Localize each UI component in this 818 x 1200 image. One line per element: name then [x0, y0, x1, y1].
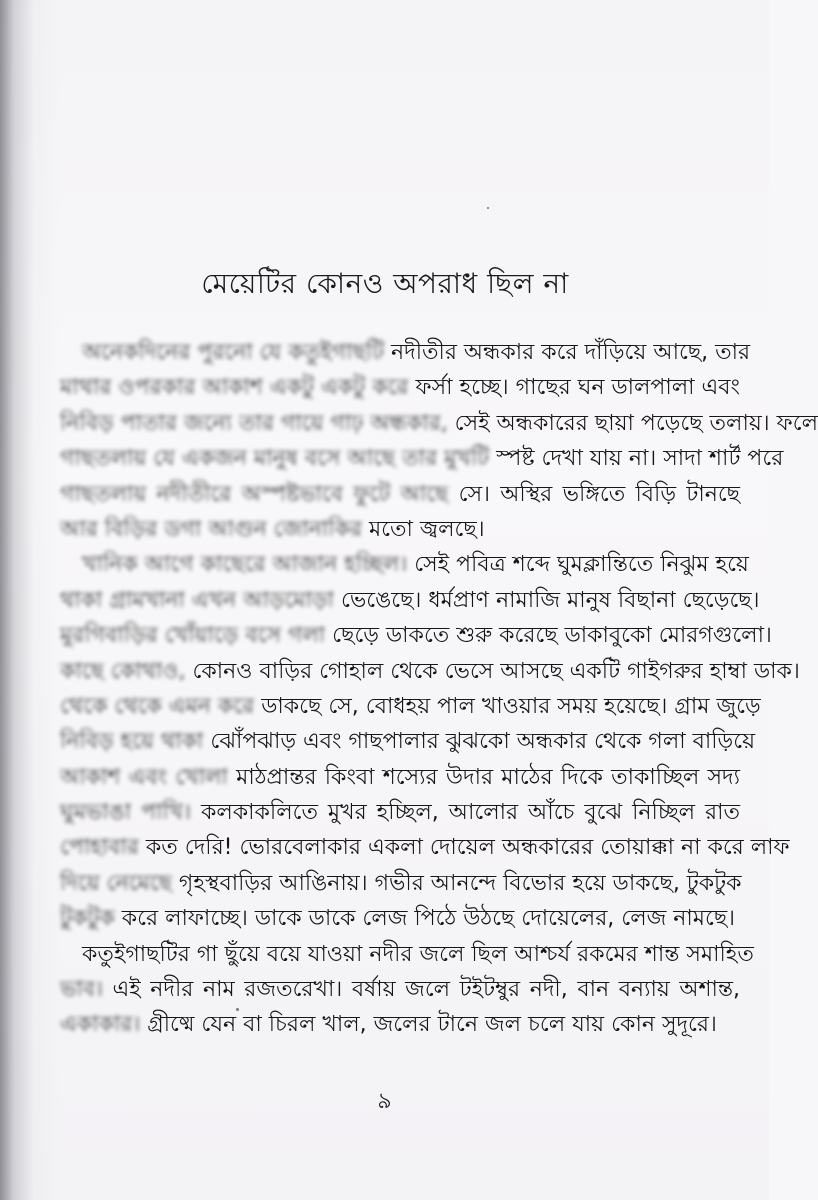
line-text: নদীতীর অন্ধকার করে দাঁড়িয়ে আছে, তার	[384, 340, 751, 365]
line-text: সে। অস্থির ভঙ্গিতে বিড়ি টানছে	[448, 481, 741, 507]
blurred-text: একাকার।	[60, 1012, 141, 1038]
line-text: ছেড়ে ডাকতে শুরু করেছে ডাকাবুকো মোরগগুলো।	[325, 623, 772, 649]
text-line	[60, 335, 751, 370]
page-number: ৯	[377, 1089, 392, 1114]
text-line	[60, 937, 754, 972]
blurred-text: নিবিড় হয়ে থাকা	[60, 729, 204, 755]
text-line	[60, 618, 772, 653]
line-text: কত দেরি! ভোরবেলাকার একলা দোয়েল অন্ধকারের তোয়াক্কা না করে লাফ	[138, 835, 790, 861]
text-line	[60, 724, 756, 759]
blurred-text: নিবিড় পাতার জন্যে তার গায়ে গাঢ় অন্ধকার,	[60, 410, 448, 436]
blurred-text: আকাশ এবং খোলা	[60, 764, 228, 790]
blurred-text: পোহাবার	[60, 835, 139, 861]
line-text: কলকাকলিতে মুখর হচ্ছিল, আলোর আঁচে বুঝে নিচ্ছিল রাত	[191, 800, 741, 826]
blurred-text: দিয়ে নেমেছে	[60, 870, 172, 896]
text-line	[60, 901, 740, 936]
paper-speck	[236, 1008, 239, 1011]
blurred-text: গাছতলায় নদীতীরে অস্পষ্টভাবে ফুটে আছে	[60, 481, 449, 507]
line-text: ফর্সা হচ্ছে। গাছের ঘন ডালপালা এবং	[408, 375, 740, 401]
text-line	[60, 1007, 740, 1042]
blurred-text: মুরগিবাড়ির খোঁয়াড়ে বসে গলা	[60, 623, 326, 649]
text-line	[60, 760, 740, 795]
body-text	[60, 335, 818, 1043]
line-text: ভেঙেছে। ধর্মপ্রাণ নামাজি মানুষ বিছানা ছেড়েছে।	[334, 587, 760, 613]
text-line	[60, 547, 749, 582]
line-text: এই নদীর নাম রজতরেখা। বর্ষায় জলে টইটম্বুর নদী, বান বন্যায় অশান্ত,	[102, 977, 740, 1003]
line-text: কোনও বাড়ির গোহাল থেকে ভেসে আসছে একটি গাইগরুর হাম্বা ডাক।	[185, 658, 800, 684]
text-line	[60, 512, 740, 547]
text-line	[60, 441, 784, 476]
blurred-text: থাকা গ্রামখানা এখন আড়মোড়া	[60, 587, 334, 613]
line-text: ঝোঁপঝাড় এবং গাছপালার ঝুঝকো অন্ধকার থেকে গলা বাড়িয়ে	[203, 729, 756, 755]
text-line	[60, 370, 740, 405]
text-line	[60, 689, 761, 724]
text-line	[60, 583, 760, 618]
text-line	[60, 477, 740, 512]
chapter-title: মেয়েটির কোনও অপরাধ ছিল না	[201, 267, 569, 300]
text-line	[60, 406, 818, 441]
blurred-text: কাছে কোথাও,	[60, 658, 186, 684]
paper-speck	[487, 207, 489, 209]
line-text: ডাকছে সে, বোধহয় পাল খাওয়ার সময় হয়েছে। গ্রাম জুড়ে	[254, 693, 761, 719]
line-text: করে লাফাচ্ছে। ডাকে ডাকে লেজ পিঠে উঠছে দোয়েলের, লেজ নামছে।	[114, 906, 736, 932]
text-line	[60, 972, 740, 1007]
line-text: সেই অন্ধকারের ছায়া পড়েছে তলায়। ফলে	[447, 410, 818, 436]
blurred-text: আর বিড়ির ডগা আগুন জোনাকির	[60, 516, 362, 542]
blurred-text: টুকটুক	[60, 906, 115, 932]
text-line	[60, 866, 740, 901]
line-text: স্পষ্ট দেখা যায় না। সাদা শার্ট পরে	[489, 446, 784, 472]
blurred-text: খানিক আগে কাছেরে আজান হচ্ছিল।	[82, 552, 408, 578]
blurred-text: ভাব।	[60, 977, 103, 1003]
blurred-text: মাথার ওপরকার আকাশ একটু একটু করে	[60, 375, 409, 401]
line-text: মাঠপ্রান্তর কিংবা শস্যের উদার মাঠের দিকে তাকাচ্ছিল সদ্য	[227, 764, 740, 790]
line-text: সেই পবিত্র শব্দে ঘুমক্লান্তিতে নিঝুম হয়ে	[407, 552, 749, 578]
text-line	[60, 830, 790, 865]
blurred-text: গাছতলায় যে একজন মানুষ বসে আছে তার মুখটি	[60, 446, 490, 472]
blurred-text: থেকে থেকে এমন করে	[60, 693, 255, 719]
line-text: মতো জ্বলছে।	[361, 516, 485, 542]
text-line	[60, 795, 740, 830]
blurred-text: ঘুমভাঙা পাখি।	[60, 800, 191, 826]
line-text: কতুইগাছটির গা ছুঁয়ে বয়ে যাওয়া নদীর জলে ছিল আশ্চর্য রকমের শান্ত সমাহিত	[82, 941, 754, 967]
line-text: গ্রীষ্মে যেন বা চিরল খাল, জলের টানে জল চলে যায় কোন সুদূরে।	[140, 1012, 717, 1038]
line-text: গৃহস্থবাড়ির আঙিনায়। গভীর আনন্দে বিভোর হয়ে ডাকছে, টুকটুক	[171, 870, 742, 896]
blurred-text: অনেকদিনের পুরনো যে কতুইগাছটি	[82, 340, 385, 365]
text-line	[60, 654, 800, 689]
